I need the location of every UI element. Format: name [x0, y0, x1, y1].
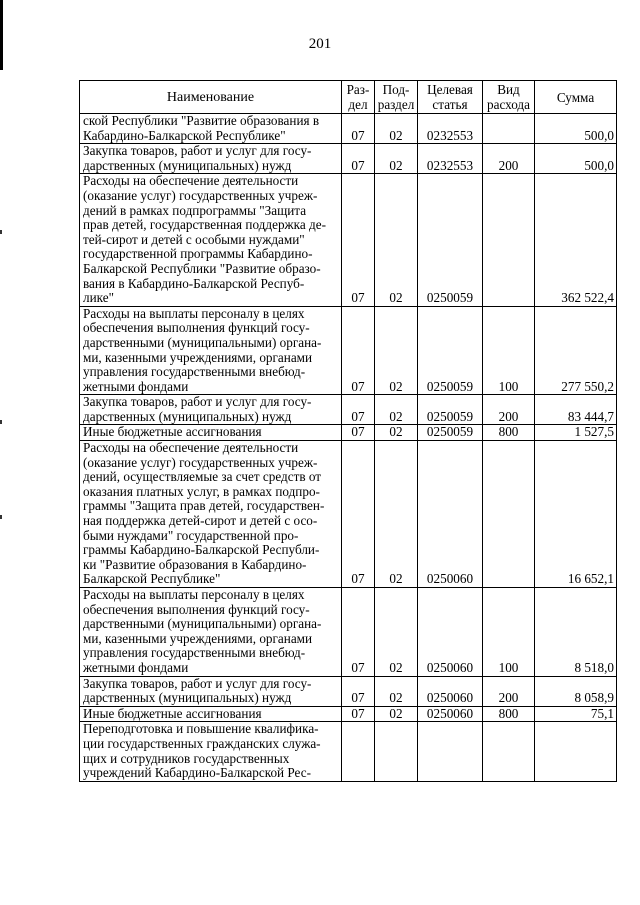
header-target: Целевая статья [418, 81, 483, 114]
row-section: 07 [342, 306, 375, 395]
row-section [342, 722, 375, 781]
scan-edge-mark [0, 0, 3, 70]
row-target: 0250060 [418, 706, 483, 722]
header-subsection: Под- раздел [375, 81, 418, 114]
table-row [80, 588, 617, 677]
row-name: Расходы на выплаты персоналу в целях обеспечения выполнения функций госу- дарственными (муниципальными) органа- ми, казенными учреждениями, органами управления государственными внебюд- жетными фондами [80, 588, 342, 677]
row-name: Расходы на выплаты персоналу в целях обеспечения выполнения функций госу- дарственными (муниципальными) органа- ми, казенными учреждениями, органами управления государственными внебюд- жетными фондами [80, 306, 342, 395]
row-target: 0250060 [418, 588, 483, 677]
row-type [483, 114, 535, 144]
row-section: 07 [342, 588, 375, 677]
row-sum: 500,0 [535, 144, 617, 174]
table-row [80, 144, 617, 174]
row-section: 07 [342, 425, 375, 441]
header-section: Раз- дел [342, 81, 375, 114]
row-type: 800 [483, 706, 535, 722]
row-sum [535, 722, 617, 781]
row-subsection: 02 [375, 174, 418, 306]
row-sum: 16 652,1 [535, 441, 617, 588]
row-target: 0250059 [418, 395, 483, 425]
row-name: Расходы на обеспечение деятельности (оказание услуг) государственных учреж- дений, осуществляемые за счет средств от оказания платных услуг, в рамках подпро- граммы "Защита прав детей, государствен- ная поддержка детей-сирот и детей с осо- быми нуждами" государственной про- граммы Кабардино-Балкарской Республи- ки "Развитие образования в Кабардино- Балкарской Республике" [80, 441, 342, 588]
row-name: Расходы на обеспечение деятельности (оказание услуг) государственных учреж- дений в рамках подпрограммы "Защита прав детей, государственная поддержка де- тей-сирот и детей с особыми нуждами" государственной программы Кабардино- Балкарской Республики "Развитие образо- вания в Кабардино-Балкарской Респуб- лике" [80, 174, 342, 306]
row-sum: 75,1 [535, 706, 617, 722]
row-name: Закупка товаров, работ и услуг для госу- дарственных (муниципальных) нужд [80, 676, 342, 706]
row-target: 0250059 [418, 425, 483, 441]
row-sum: 8 058,9 [535, 676, 617, 706]
row-subsection: 02 [375, 588, 418, 677]
row-type [483, 722, 535, 781]
scan-edge-mark [0, 515, 2, 519]
row-target: 0232553 [418, 114, 483, 144]
table-row [80, 676, 617, 706]
row-sum: 83 444,7 [535, 395, 617, 425]
row-name: Иные бюджетные ассигнования [80, 425, 342, 441]
row-section: 07 [342, 441, 375, 588]
row-target: 0250060 [418, 441, 483, 588]
table-row [80, 395, 617, 425]
row-type: 200 [483, 676, 535, 706]
row-target: 0250059 [418, 174, 483, 306]
row-type [483, 174, 535, 306]
row-subsection: 02 [375, 306, 418, 395]
page-number: 201 [308, 36, 332, 52]
row-subsection [375, 722, 418, 781]
row-subsection: 02 [375, 441, 418, 588]
table-header-row [80, 81, 617, 114]
table-row [80, 174, 617, 306]
row-target: 0250060 [418, 676, 483, 706]
table-row [80, 306, 617, 395]
row-subsection: 02 [375, 114, 418, 144]
scan-edge-mark [0, 420, 2, 424]
table-row [80, 425, 617, 441]
row-type: 800 [483, 425, 535, 441]
table-row [80, 441, 617, 588]
row-section: 07 [342, 395, 375, 425]
table-row [80, 722, 617, 781]
row-name: Закупка товаров, работ и услуг для госу- дарственных (муниципальных) нужд [80, 144, 342, 174]
row-type: 200 [483, 144, 535, 174]
row-section: 07 [342, 676, 375, 706]
table-row [80, 114, 617, 144]
row-section: 07 [342, 144, 375, 174]
header-expense-type: Вид расхода [483, 81, 535, 114]
scan-edge-mark [0, 230, 2, 234]
header-sum: Сумма [535, 81, 617, 114]
table-row [80, 706, 617, 722]
row-type: 200 [483, 395, 535, 425]
row-type [483, 441, 535, 588]
row-sum: 8 518,0 [535, 588, 617, 677]
row-sum: 1 527,5 [535, 425, 617, 441]
row-target: 0232553 [418, 144, 483, 174]
row-subsection: 02 [375, 676, 418, 706]
row-target: 0250059 [418, 306, 483, 395]
row-sum: 362 522,4 [535, 174, 617, 306]
row-subsection: 02 [375, 395, 418, 425]
row-subsection: 02 [375, 144, 418, 174]
row-sum: 500,0 [535, 114, 617, 144]
row-type: 100 [483, 306, 535, 395]
row-target [418, 722, 483, 781]
row-name: Закупка товаров, работ и услуг для госу- дарственных (муниципальных) нужд [80, 395, 342, 425]
row-section: 07 [342, 114, 375, 144]
row-sum: 277 550,2 [535, 306, 617, 395]
header-name: Наименование [80, 81, 342, 114]
row-name: Иные бюджетные ассигнования [80, 706, 342, 722]
budget-table [79, 80, 617, 782]
row-subsection: 02 [375, 706, 418, 722]
row-section: 07 [342, 706, 375, 722]
row-type: 100 [483, 588, 535, 677]
row-name: ской Республики "Развитие образования в Кабардино-Балкарской Республике" [80, 114, 342, 144]
row-subsection: 02 [375, 425, 418, 441]
row-name: Переподготовка и повышение квалифика- ции государственных гражданских служа- щих и сотрудников государственных учреждений Кабардино-Балкарской Рес- [80, 722, 342, 781]
row-section: 07 [342, 174, 375, 306]
